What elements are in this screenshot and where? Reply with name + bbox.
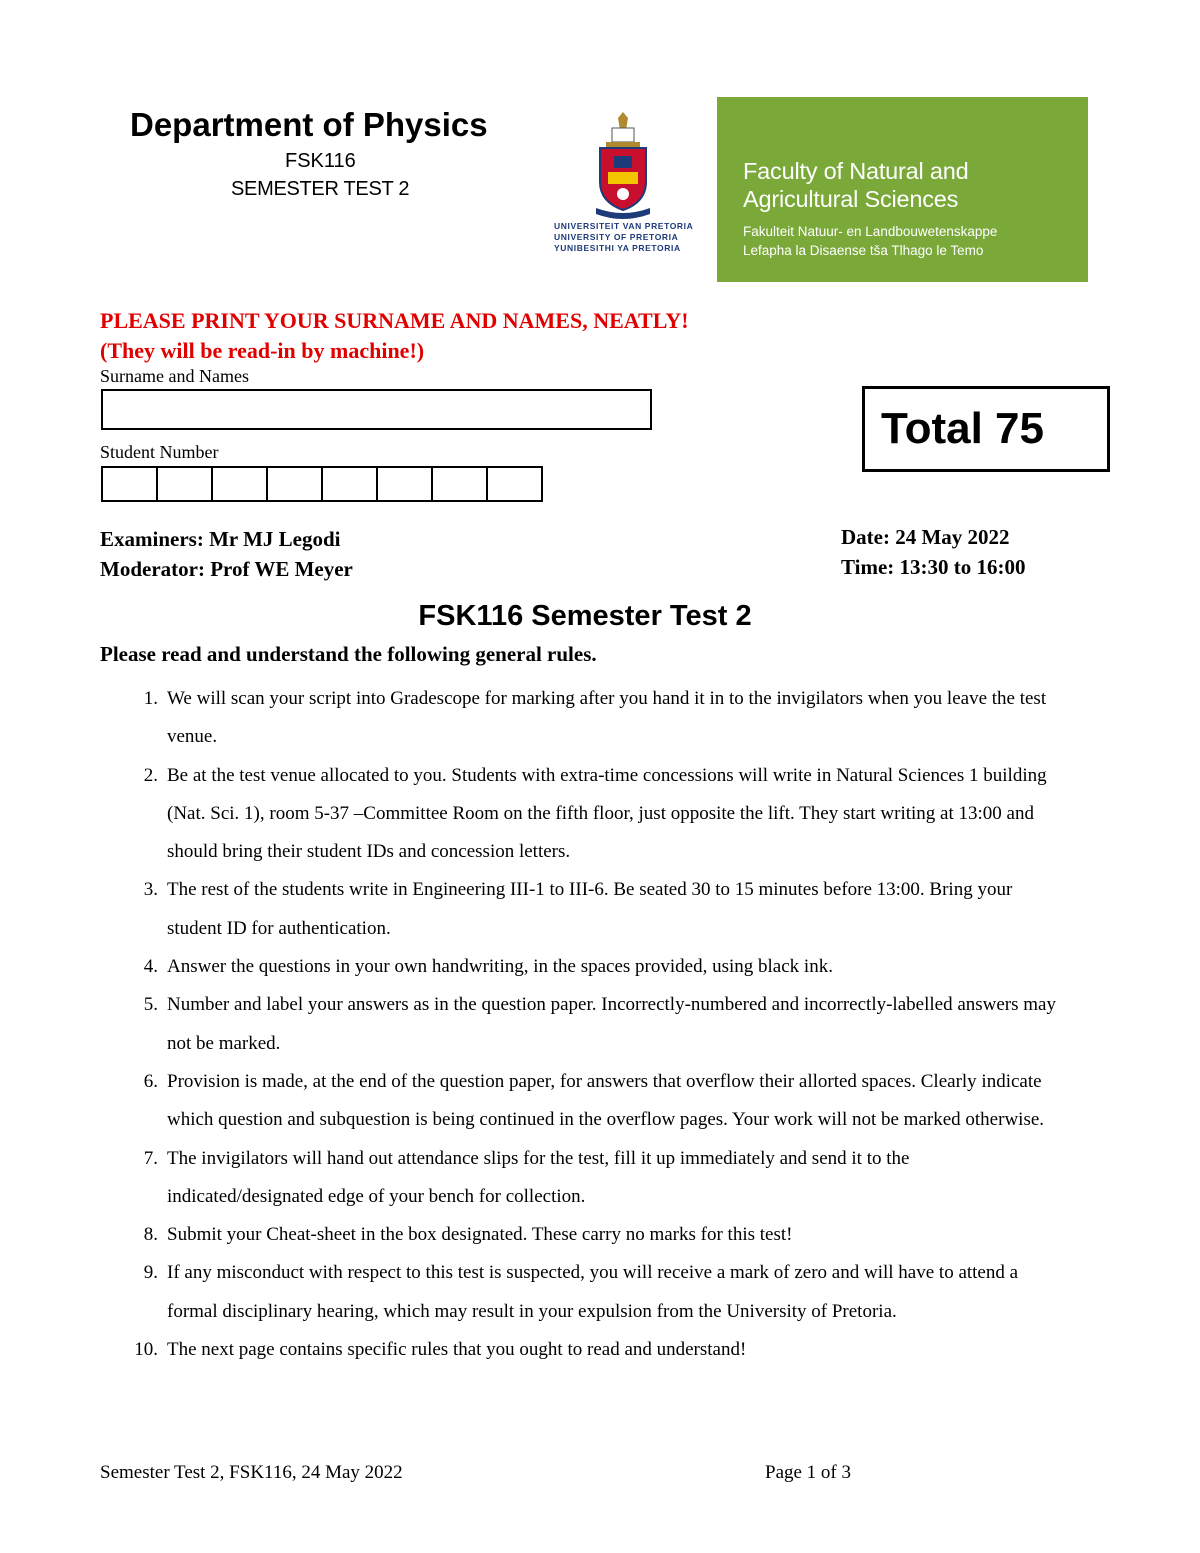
faculty-title [743,157,969,213]
rule-number: 4. [143,956,158,978]
student-number-digit-cell[interactable] [323,468,378,500]
rule-number: 9. [143,1262,158,1284]
page-title: FSK116 Semester Test 2 [418,600,752,632]
student-number-field[interactable] [101,466,543,502]
rule-item [132,680,1062,757]
rule-item [132,1331,1062,1369]
university-name-lines [554,221,694,254]
rule-item [132,871,1062,948]
faculty-sub-line1: Fakulteit Natuur- en Landbouwetenskappe [743,224,998,239]
rule-text: If any misconduct with respect to this test is suspected, you will receive a mark of zero and will have to attend a formal disciplinary hearing, which may result in your expulsion from the University of Pretoria. [167,1262,1019,1322]
test-date: Date: 24 May 2022 [841,525,1010,549]
print-warning: PLEASE PRINT YOUR SURNAME AND NAMES, NEATLY! [100,308,689,333]
rule-number: 2. [143,764,158,786]
surname-label: Surname and Names [100,366,249,386]
footer-test-info: Semester Test 2, FSK116, 24 May 2022 [100,1462,403,1483]
rule-number: 3. [143,879,158,901]
university-name-sepedi: YUNIBESITHI YA PRETORIA [554,243,681,253]
rules-list [132,680,1062,1369]
student-number-digit-cell[interactable] [378,468,433,500]
rule-number: 1. [143,688,158,709]
faculty-logo-box [717,97,1088,282]
university-name-afrikaans: UNIVERSITEIT VAN PRETORIA [554,221,694,231]
rule-text: We will scan your script into Gradescope for marking after you hand it in to the invigilators when you leave the test venue. [167,688,1047,748]
faculty-subtitle [743,222,997,260]
footer-page-number: Page 1 of 3 [765,1462,852,1483]
student-number-digit-cell[interactable] [103,468,158,500]
rule-text: Be at the test venue allocated to you. Students with extra-time concessions will write in Natural Sciences 1 building (Nat. Sci. 1), room 5-37 –Committee Room on the fifth floor, just opposite the lift. They start writing at 13:00 and should bring their student IDs and concession letters. [167,764,1047,863]
rules-heading: Please read and understand the following general rules. [100,642,597,666]
student-number-digit-cell[interactable] [213,468,268,500]
rule-number: 10. [134,1339,158,1361]
examiners: Examiners: Mr MJ Legodi [100,527,341,551]
university-name-english: UNIVERSITY OF PRETORIA [554,232,679,242]
rule-number: 7. [143,1147,158,1169]
rule-item [132,1254,1062,1331]
rule-number: 6. [143,1070,158,1092]
rule-text: Number and label your answers as in the question paper. Incorrectly-numbered and incorrectly-labelled answers may not be marked. [167,994,1056,1054]
rule-item [132,757,1062,872]
rule-text: The next page contains specific rules that you ought to read and understand! [167,1339,747,1361]
surname-field[interactable] [101,389,652,430]
machine-note: (They will be read-in by machine!) [100,338,425,363]
rule-text: Submit your Cheat-sheet in the box designated. These carry no marks for this test! [167,1224,793,1246]
student-number-digit-cell[interactable] [488,468,543,500]
total-marks-box: Total 75 [862,386,1110,472]
faculty-title-line1: Faculty of Natural and [743,158,969,184]
test-time: Time: 13:30 to 16:00 [841,555,1026,579]
rule-item [132,1063,1062,1140]
faculty-sub-line2: Lefapha la Disaense tša Tlhago le Temo [743,243,984,258]
rule-text: The rest of the students write in Engineering III-1 to III-6. Be seated 30 to 15 minutes before 13:00. Bring your student ID for authentication. [167,879,1013,939]
test-name: SEMESTER TEST 2 [231,178,410,200]
rule-text: Provision is made, at the end of the question paper, for answers that overflow their allorted spaces. Clearly indicate which question and subquestion is being continued in the overflow pages. Your work will not be marked otherwise. [167,1070,1045,1131]
rule-item [132,986,1062,1063]
rule-text: The invigilators will hand out attendance slips for the test, fill it up immediately and send it to the indicated/designated edge of your bench for collection. [167,1147,910,1207]
faculty-title-line2: Agricultural Sciences [743,186,959,212]
student-number-label: Student Number [100,442,219,462]
course-code: FSK116 [285,150,356,172]
rule-number: 5. [143,994,158,1016]
moderator: Moderator: Prof WE Meyer [100,557,353,581]
rule-number: 8. [143,1224,158,1246]
rule-item [132,1216,1062,1254]
rule-text: Answer the questions in your own handwriting, in the spaces provided, using black ink. [167,956,833,978]
student-number-digit-cell[interactable] [158,468,213,500]
crest-icon [596,112,650,219]
rule-item [132,1140,1062,1217]
department-title: Department of Physics [130,106,488,143]
rule-item [132,948,1062,986]
student-number-digit-cell[interactable] [268,468,323,500]
student-number-digit-cell[interactable] [433,468,488,500]
